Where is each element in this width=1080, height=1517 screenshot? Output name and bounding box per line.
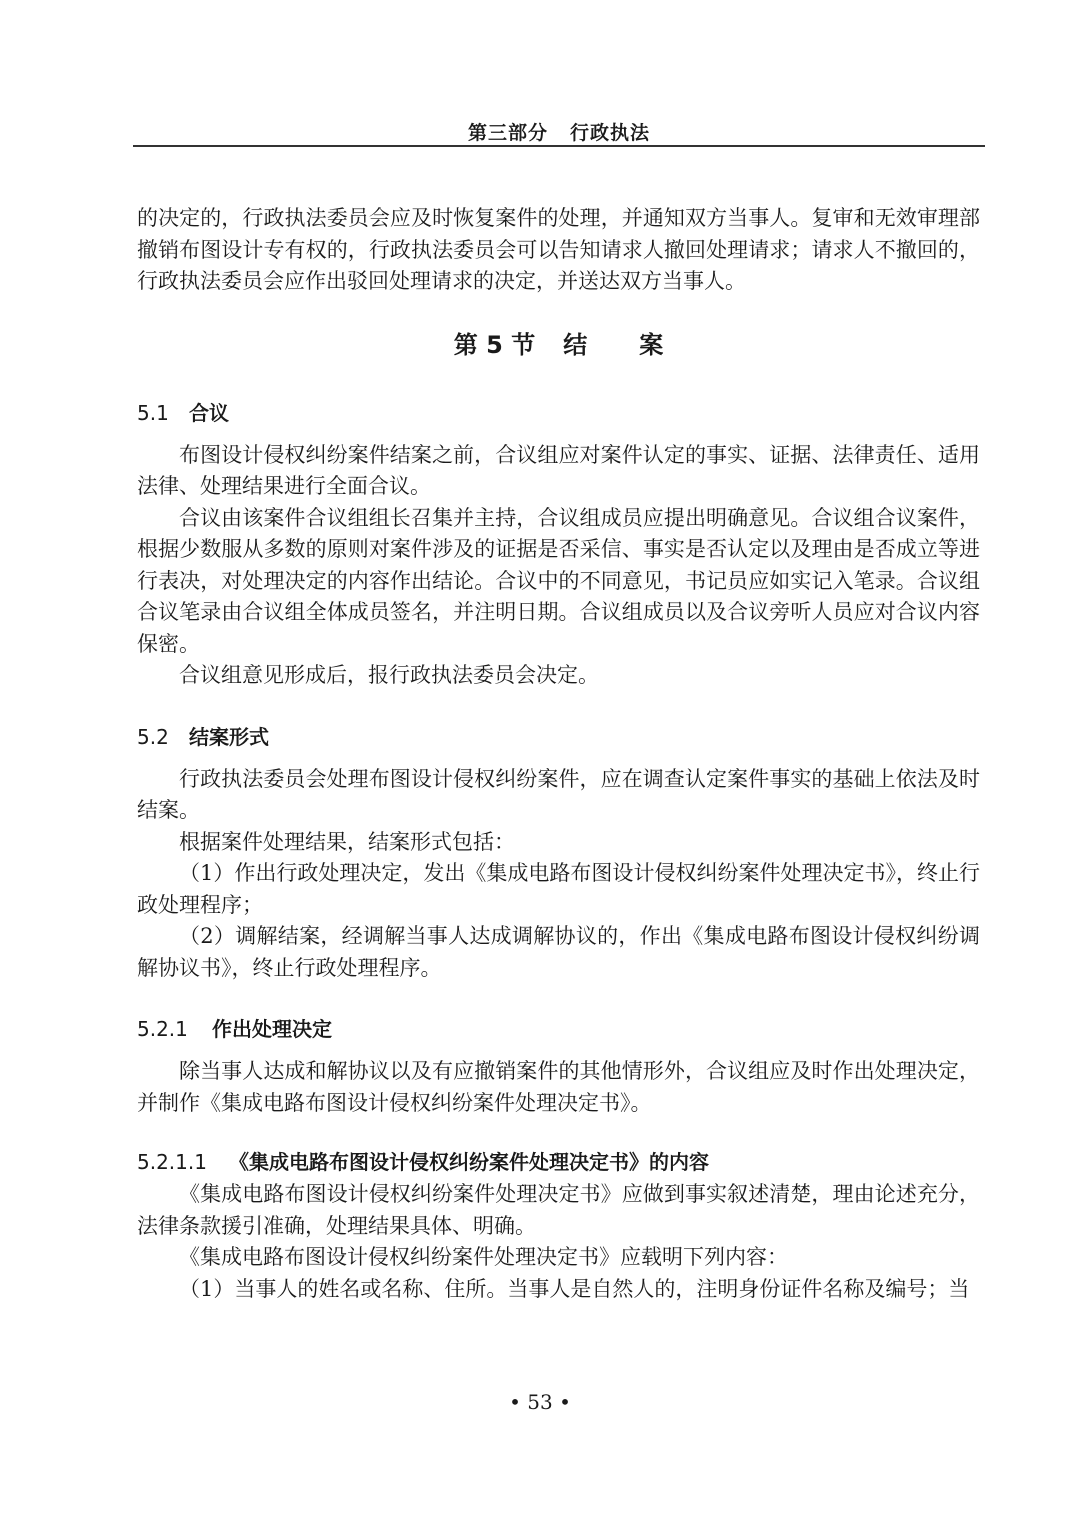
paragraph: 布图设计侵权纠纷案件结案之前，合议组应对案件认定的事实、证据、法律责任、适用法律、处理结果进行全面合议。 [137, 442, 980, 498]
header-rule [133, 145, 985, 147]
paragraph: 根据案件处理结果，结案形式包括： [179, 829, 515, 854]
section-word-2: 案 [639, 330, 664, 359]
header-title: 行政执法 [570, 122, 651, 144]
paragraph: 合议组意见形成后，报行政执法委员会决定。 [179, 663, 599, 687]
heading-title: 《集成电路布图设计侵权纠纷案件处理决定书》的内容 [229, 1150, 709, 1174]
section-title [137, 330, 980, 360]
heading-5-2-1 [137, 1014, 980, 1044]
paragraph: 《集成电路布图设计侵权纠纷案件处理决定书》应做到事实叙述清楚，理由论述充分，法律条款援引准确，处理结果具体、明确。 [137, 1182, 980, 1238]
paragraph: 合议由该案件合议组组长召集并主持，合议组成员应提出明确意见。合议组合议案件，根据少数服从多数的原则对案件涉及的证据是否采信、事实是否认定以及理由是否成立等进行表决，对处理决定的内容作出结论。合议中的不同意见，书记员应如实记入笔录。合议组合议笔录由合议组全体成员签名，并注明日期。合议组成员以及合议旁听人员应对合议内容保密。 [137, 505, 980, 656]
page-number: • 53 • [509, 1390, 571, 1414]
heading-5-2 [137, 722, 980, 752]
heading-title: 合议 [189, 400, 229, 425]
heading-title: 作出处理决定 [212, 1017, 332, 1041]
running-header [133, 118, 985, 145]
paragraph: 除当事人达成和解协议以及有应撤销案件的其他情形外，合议组应及时作出处理决定，并制作《集成电路布图设计侵权纠纷案件处理决定书》。 [137, 1059, 980, 1115]
heading-number: 5.2 [137, 724, 169, 749]
paragraph: 行政执法委员会处理布图设计侵权纠纷案件，应在调查认定案件事实的基础上依法及时结案。 [137, 766, 980, 822]
header-part: 第三部分 [467, 122, 548, 144]
heading-number: 5.1 [137, 400, 169, 425]
heading-title: 结案形式 [189, 724, 269, 749]
list-item: （1）当事人的姓名或名称、住所。当事人是自然人的，注明身份证件名称及编号；当 [179, 1276, 970, 1301]
heading-5-1 [137, 398, 980, 428]
paragraph-continued: 的决定的，行政执法委员会应及时恢复案件的处理，并通知双方当事人。复审和无效审理部撤销布图设计专有权的，行政执法委员会可以告知请求人撤回处理请求；请求人不撤回的，行政执法委员会应作出驳回处理请求的决定，并送达双方当事人。 [137, 206, 980, 293]
heading-number: 5.2.1.1 [137, 1150, 207, 1174]
heading-number: 5.2.1 [137, 1017, 188, 1041]
list-item: （1）作出行政处理决定，发出《集成电路布图设计侵权纠纷案件处理决定书》，终止行政处理程序； [137, 861, 980, 917]
section-word-1: 结 [563, 330, 588, 359]
body-text [137, 203, 980, 1305]
section-number: 第 5 节 [453, 330, 536, 359]
list-item: （2）调解结案，经调解当事人达成调解协议的，作出《集成电路布图设计侵权纠纷调解协议书》，终止行政处理程序。 [137, 924, 980, 980]
paragraph: 《集成电路布图设计侵权纠纷案件处理决定书》应载明下列内容： [179, 1245, 788, 1269]
heading-5-2-1-1 [137, 1147, 980, 1177]
